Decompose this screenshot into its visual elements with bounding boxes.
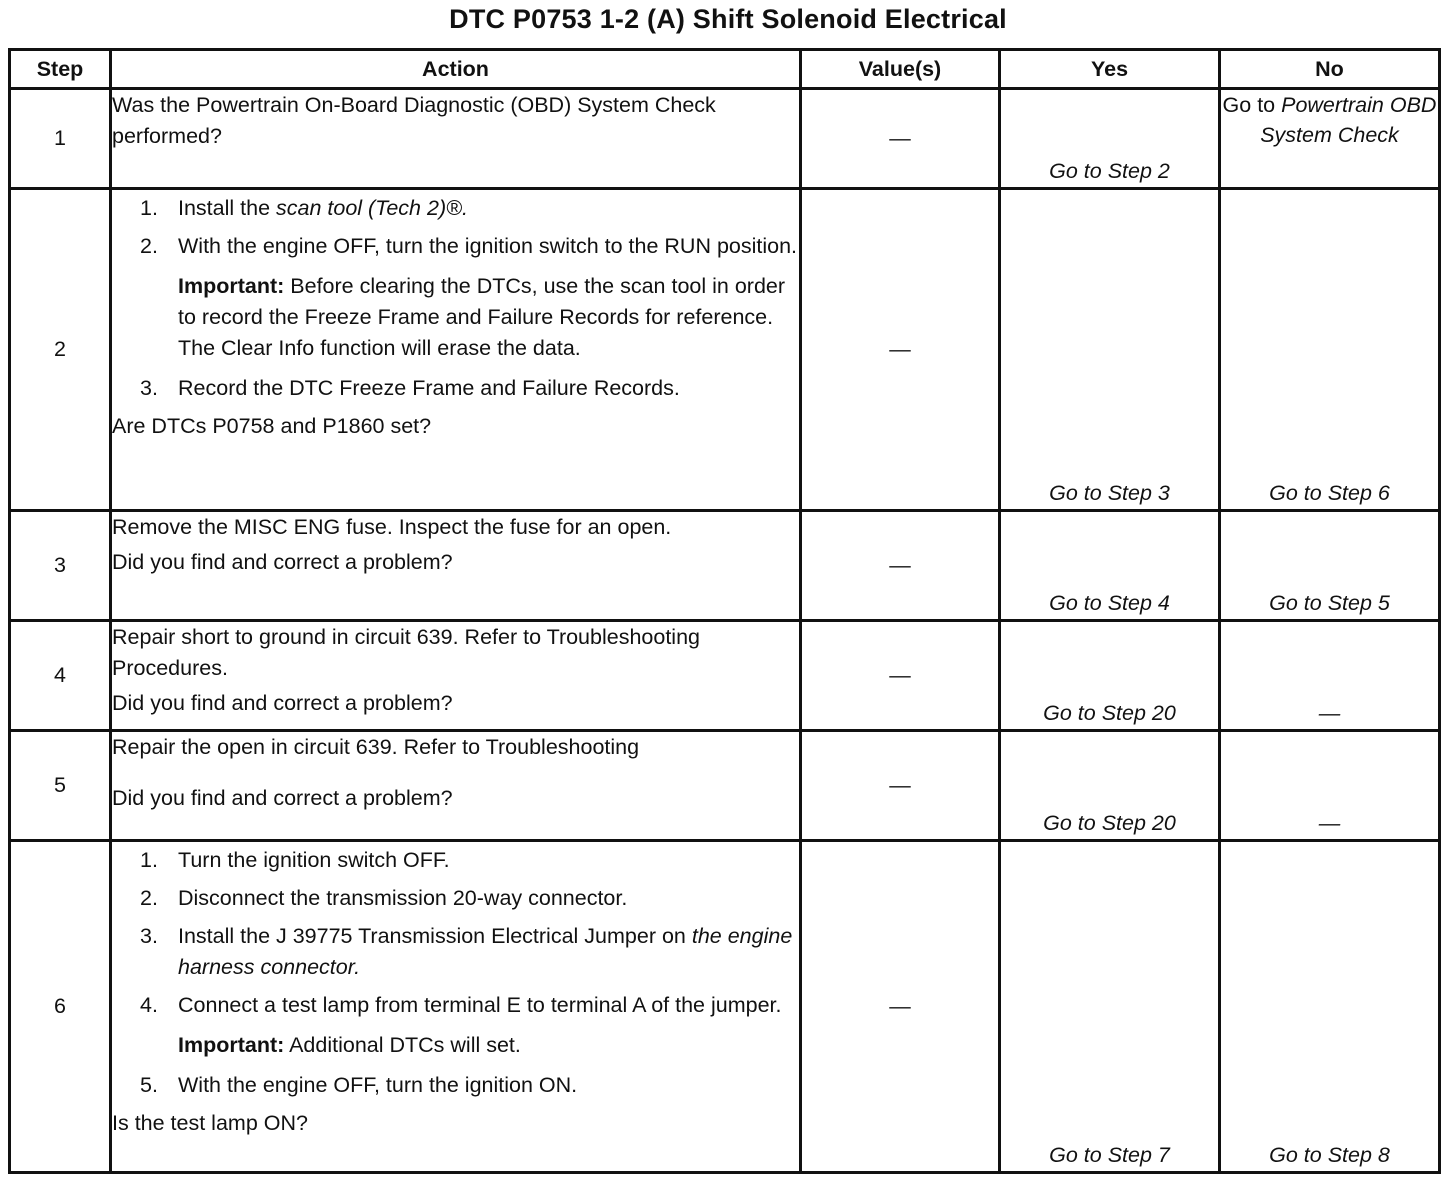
- question-text: Are DTCs P0758 and P1860 set?: [112, 414, 432, 438]
- action-step: 5. With the engine OFF, turn the ignition ON.: [140, 1073, 578, 1097]
- action-step-list: [112, 1070, 799, 1101]
- table-row: [10, 89, 1440, 189]
- action-cell: [111, 189, 801, 511]
- value-cell: —: [801, 189, 1000, 511]
- no-italic: Powertrain OBD System Check: [1260, 93, 1437, 147]
- no-cell: Go to Step 8: [1220, 841, 1440, 1173]
- action-cell: [111, 511, 801, 621]
- action-cell: [111, 89, 801, 189]
- step-number: 6: [10, 841, 111, 1173]
- action-cell: [111, 621, 801, 731]
- value-cell: —: [801, 731, 1000, 841]
- action-step: 2. With the engine OFF, turn the ignition switch to the RUN position.: [140, 234, 798, 258]
- action-text: Repair short to ground in circuit 639. Refer to Troubleshooting Procedures.: [112, 625, 700, 680]
- question-text: Is the test lamp ON?: [112, 1111, 308, 1135]
- action-cell: [111, 841, 801, 1173]
- action-step: 1. Turn the ignition switch OFF.: [140, 848, 450, 872]
- step-number: 2: [10, 189, 111, 511]
- important-note: Important: Before clearing the DTCs, use the scan tool in order to record the Freeze Frame and Failure Records for reference. The Clear Info function will erase the data.: [178, 274, 786, 360]
- value-cell: —: [801, 621, 1000, 731]
- question-text: Did you find and correct a problem?: [112, 786, 453, 810]
- step-number: 5: [10, 731, 111, 841]
- page-title: DTC P0753 1-2 (A) Shift Solenoid Electrical: [449, 4, 1007, 34]
- important-note: Important: Additional DTCs will set.: [178, 1033, 521, 1057]
- action-step-list: [112, 373, 799, 404]
- header-action: Action: [111, 50, 801, 89]
- no-cell: Go to Step 5: [1220, 511, 1440, 621]
- step-number: 4: [10, 621, 111, 731]
- table-row: [10, 841, 1440, 1173]
- table-row: [10, 621, 1440, 731]
- step-number: 3: [10, 511, 111, 621]
- yes-cell: Go to Step 20: [1000, 731, 1220, 841]
- action-step: 4. Connect a test lamp from terminal E to terminal A of the jumper.: [140, 993, 782, 1017]
- value-cell: —: [801, 841, 1000, 1173]
- action-step-list: [112, 845, 799, 1021]
- header-no: No: [1220, 50, 1440, 89]
- header-values: Value(s): [801, 50, 1000, 89]
- diagnostic-table: [8, 48, 1441, 1174]
- table-row: [10, 189, 1440, 511]
- action-text: Repair the open in circuit 639. Refer to Troubleshooting: [112, 735, 640, 759]
- header-yes: Yes: [1000, 50, 1220, 89]
- no-cell: —: [1220, 731, 1440, 841]
- no-prefix: Go to: [1222, 93, 1282, 117]
- no-cell: Go to Step 6: [1220, 189, 1440, 511]
- question-text: Did you find and correct a problem?: [112, 550, 453, 574]
- question-text: Did you find and correct a problem?: [112, 691, 453, 715]
- action-cell: [111, 731, 801, 841]
- table-row: [10, 731, 1440, 841]
- table-row: [10, 511, 1440, 621]
- action-step: 1. Install the scan tool (Tech 2)®.: [140, 196, 468, 220]
- action-step-list: [112, 193, 799, 262]
- table-header-row: [10, 50, 1440, 89]
- action-text: Was the Powertrain On-Board Diagnostic (OBD) System Check performed?: [112, 93, 716, 148]
- yes-cell: Go to Step 3: [1000, 189, 1220, 511]
- step-number: 1: [10, 89, 111, 189]
- action-text: Remove the MISC ENG fuse. Inspect the fuse for an open.: [112, 515, 672, 539]
- header-step: Step: [10, 50, 111, 89]
- action-step: 3. Record the DTC Freeze Frame and Failure Records.: [140, 376, 680, 400]
- value-cell: —: [801, 511, 1000, 621]
- yes-cell: Go to Step 4: [1000, 511, 1220, 621]
- no-cell: —: [1220, 621, 1440, 731]
- yes-cell: Go to Step 2: [1000, 89, 1220, 189]
- yes-cell: Go to Step 20: [1000, 621, 1220, 731]
- no-cell: [1220, 89, 1440, 189]
- value-cell: —: [801, 89, 1000, 189]
- yes-cell: Go to Step 7: [1000, 841, 1220, 1173]
- action-step: 2. Disconnect the transmission 20-way connector.: [140, 886, 628, 910]
- action-step: 3. Install the J 39775 Transmission Electrical Jumper on the engine harness connector.: [140, 924, 793, 979]
